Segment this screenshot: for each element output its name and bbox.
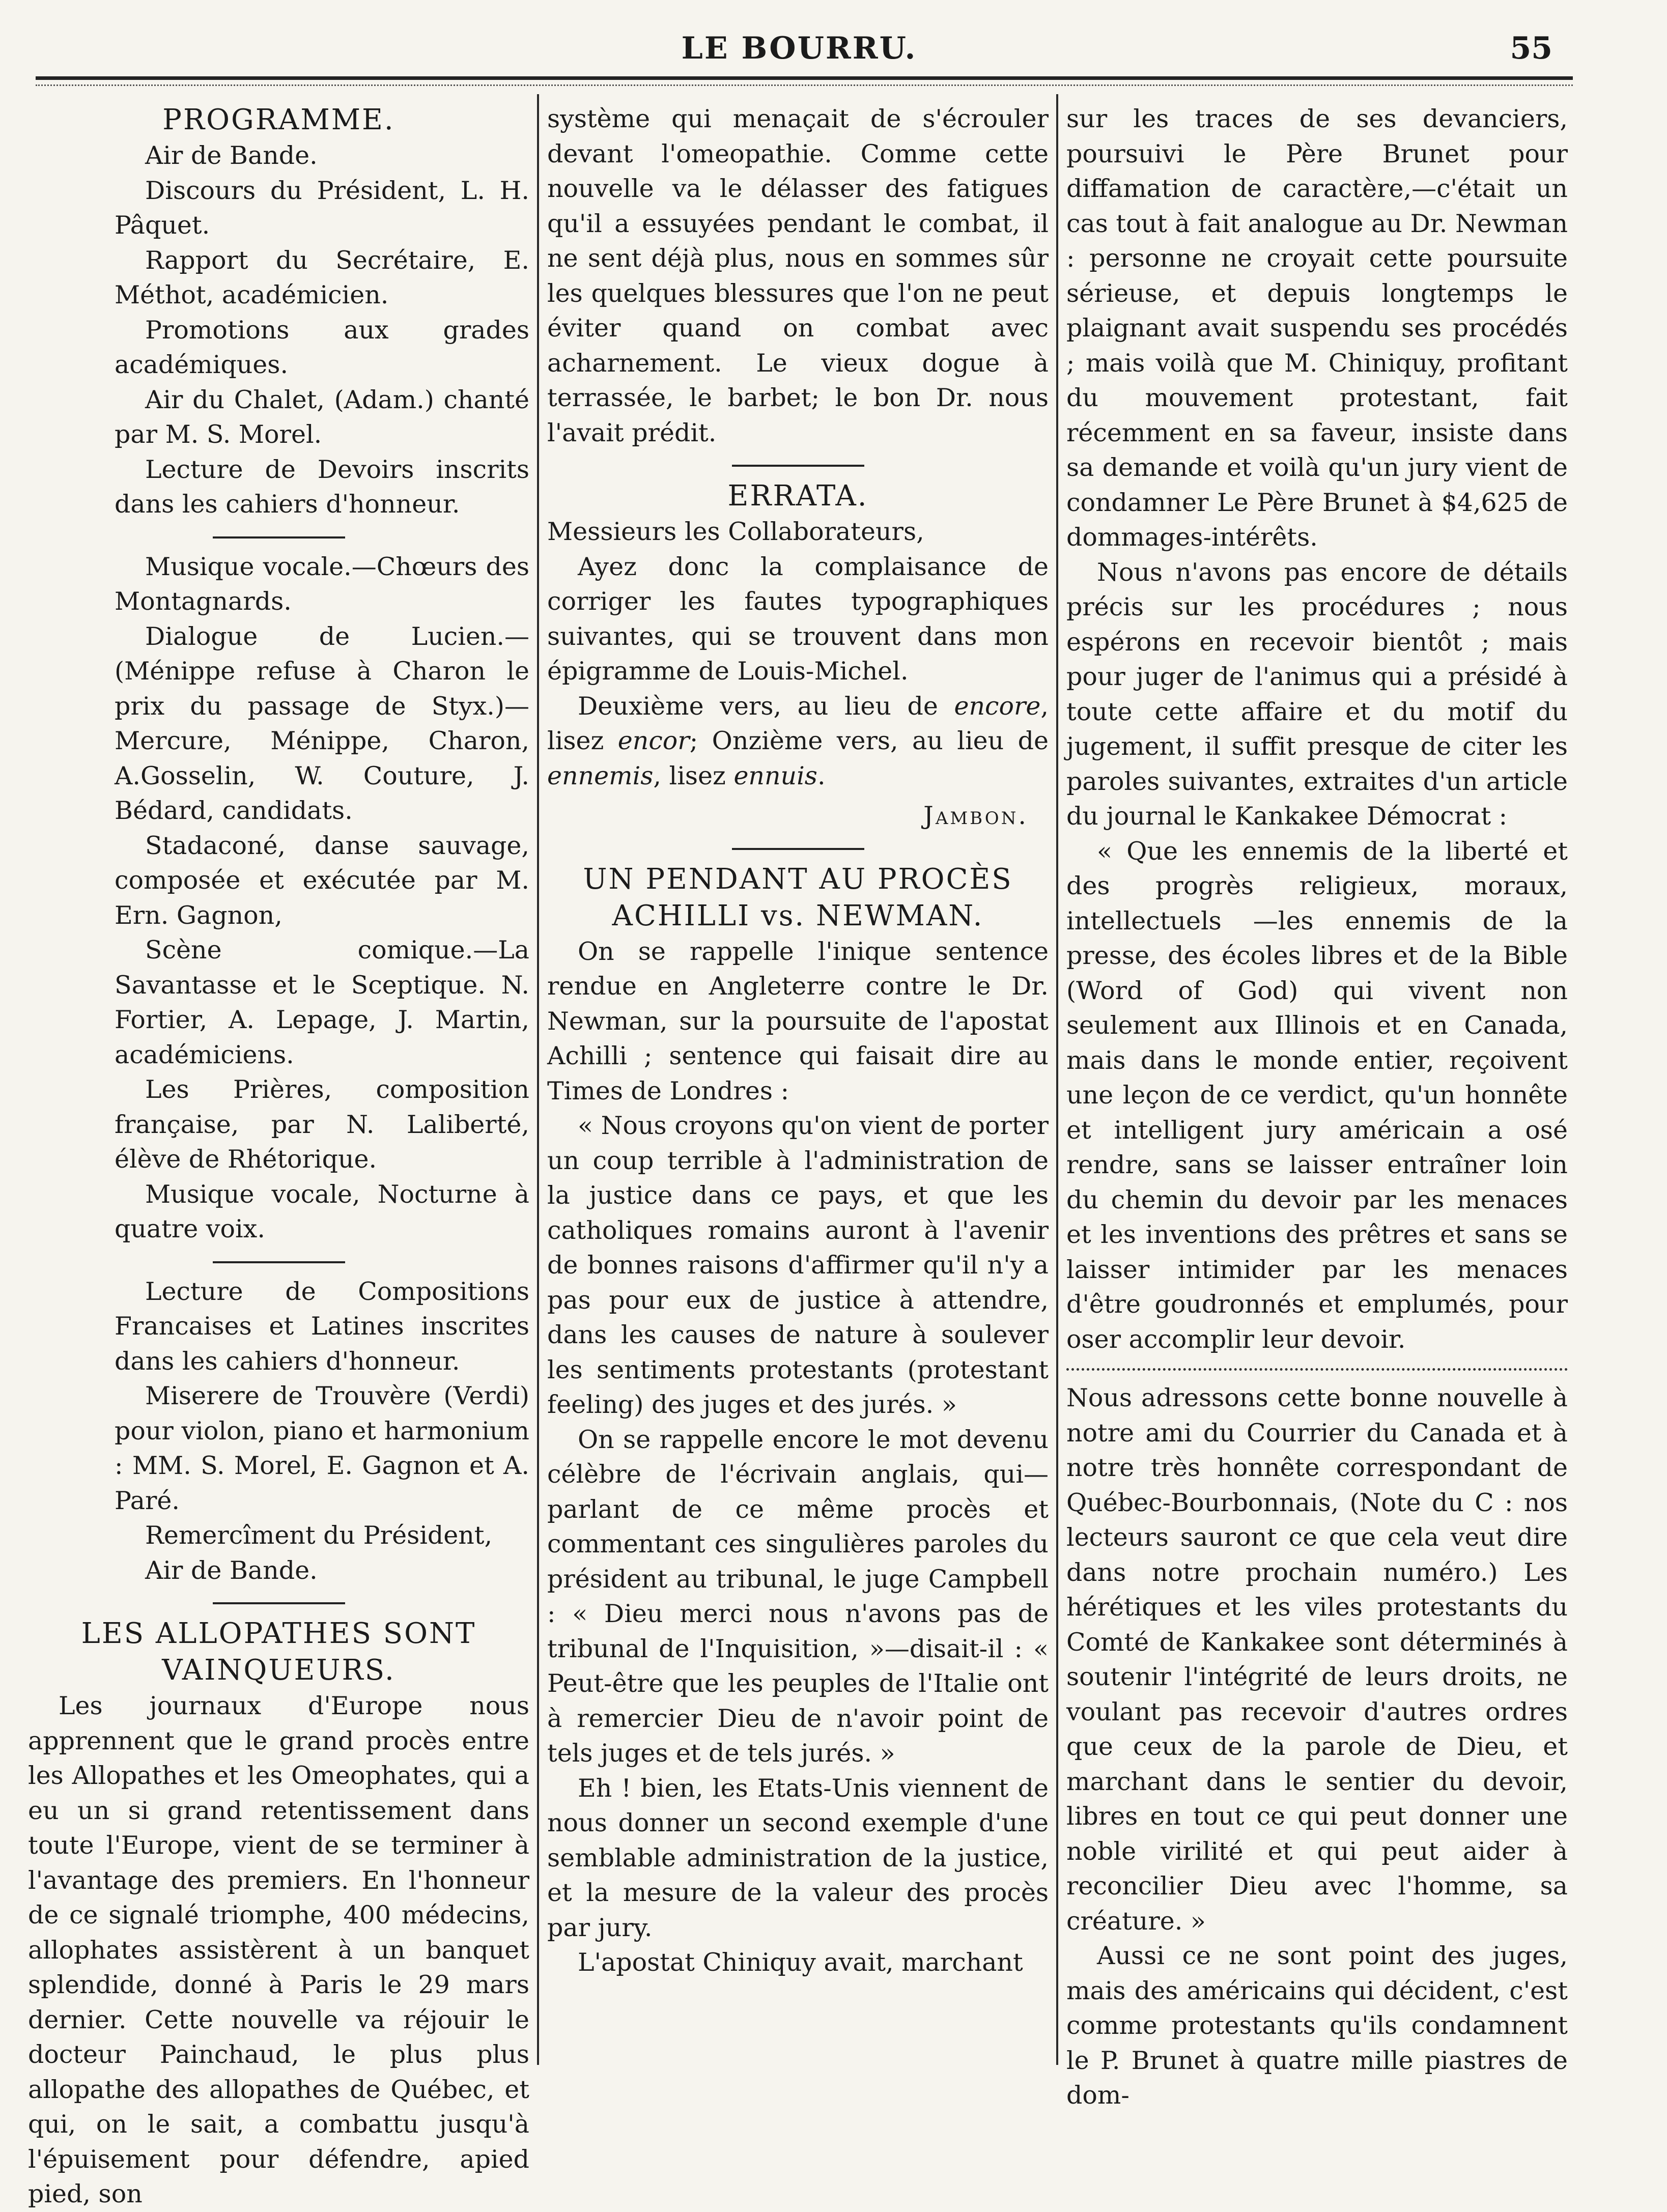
column-divider xyxy=(1056,94,1058,2065)
programme-item: Les Prières, composition française, par N. Laliberté, élève de Rhétorique. xyxy=(115,1075,529,1174)
article-paragraph: système qui menaçait de s'écrouler devant l'omeopathie. Comme cette nouvelle va le délasser des fatigues qu'il a essuyées pendant le combat, il ne sent déjà plus, nous en sommes sûr les quelques blessures que l'on ne peut éviter quand on combat avec acharnement. Le vieux dogue à terrassée, le barbet; le bon Dr. nous l'avait prédit. xyxy=(547,104,1049,447)
programme-item: Stadaconé, danse sauvage, composée et exécutée par M. Ern. Gagnon, xyxy=(115,831,529,930)
programme-item: Remercîment du Président, xyxy=(145,1521,493,1550)
programme-item: Lecture de Compositions Francaises et Latines inscrites dans les cahiers d'honneur. xyxy=(115,1277,529,1376)
programme-item: Promotions aux grades académiques. xyxy=(115,315,529,379)
programme-item: Musique vocale, Nocturne à quatre voix. xyxy=(115,1179,529,1243)
errata-text: ; Onzième vers, au lieu de xyxy=(689,726,1049,755)
errata-text: Deuxième vers, au lieu de xyxy=(578,691,954,721)
column-3 xyxy=(1066,102,1568,2110)
errata-title: ERRATA. xyxy=(727,479,868,513)
programme-item: Scène comique.—La Savantasse et le Sceptique. N. Fortier, A. Lepage, J. Martin, académiciens. xyxy=(115,935,529,1069)
errata-word: encor xyxy=(617,726,690,755)
programme-item: Discours du Président, L. H. Pâquet. xyxy=(115,176,529,240)
page-header xyxy=(36,20,1563,76)
programme-item: Air de Bande. xyxy=(145,141,318,170)
column-divider xyxy=(537,94,539,2065)
page-number: 55 xyxy=(1510,31,1552,66)
errata-paragraph: Ayez donc la complaisance de corriger les fautes typographiques suivantes, qui se trouvent dans mon épigramme de Louis-Michel. xyxy=(547,552,1049,686)
running-title: LE BOURRU. xyxy=(681,31,917,66)
errata-text: , lisez xyxy=(547,691,1049,755)
article-paragraph: sur les traces de ses devanciers, poursuivi le Père Brunet pour diffamation de caractère,—c'était un cas tout à fait analogue au Dr. Newman : personne ne croyait cette poursuite sérieuse, et depuis longtemps le plaignant avait suspendu ses procédés ; mais voilà que M. Chiniquy, profitant du mouvement protestant, fait récemment en sa faveur, insiste dans sa demande et voilà qu'un jury vient de condamner Le Père Brunet à $4,625 de dommages-intérêts. xyxy=(1066,104,1568,552)
programme-item: Musique vocale.—Chœurs des Montagnards. xyxy=(115,552,529,616)
programme-item: Dialogue de Lucien.—(Ménippe refuse à Charon le prix du passage de Styx.)—Mercure, Ménippe, Charon, A.Gosselin, W. Couture, J. Bédard, candidats. xyxy=(115,621,529,825)
article-paragraph: On se rappelle encore le mot devenu célèbre de l'écrivain anglais, qui—parlant de ce même procès et commentant ces singulières paroles du président au tribunal, le juge Campbell : « Dieu merci nous n'avons pas de tribunal de l'Inquisition, »—disait-il : « Peut-être que les peuples de l'Italie ont à remercier Dieu de n'avoir point de tels juges et de tels jurés. » xyxy=(547,1425,1049,1768)
programme-item: Rapport du Secrétaire, E. Méthot, académicien. xyxy=(115,245,529,309)
column-1 xyxy=(28,102,529,2208)
header-dotted-rule xyxy=(36,84,1573,86)
programme-item: Air de Bande. xyxy=(145,1555,318,1585)
article-title: LES ALLOPATHES SONT VAINQUEURS. xyxy=(81,1617,476,1687)
errata-signature: Jambon. xyxy=(923,801,1028,830)
header-rule xyxy=(36,76,1573,80)
errata-salutation: Messieurs les Collaborateurs, xyxy=(547,517,924,546)
article-title: UN PENDANT AU PROCÈS ACHILLI vs. NEWMAN. xyxy=(583,862,1013,932)
dotted-separator xyxy=(1066,1368,1568,1371)
article-quote: « Que les ennemis de la liberté et des progrès religieux, moraux, intellectuels —les ennemis de la presse, des écoles libres et de la Bible (Word of God) qui vivent non seulement aux Illinois et en Canada, mais dans le monde entier, reçoivent une leçon de ce verdict, qu'un honnête et intelligent jury américain a osé rendre, sans se laisser entraîner loin du chemin du devoir par les menaces et les inventions des prêtres et sans se laisser intimider par les menaces d'être goudronnés et emplumés, pour oser accomplir leur devoir. xyxy=(1066,836,1568,1354)
programme-item: Air du Chalet, (Adam.) chanté par M. S. Morel. xyxy=(115,385,529,449)
errata-text: . xyxy=(817,761,826,790)
section-rule xyxy=(732,465,864,467)
programme-item: Miserere de Trouvère (Verdi) pour violon, piano et harmonium : MM. S. Morel, E. Gagnon et A. Paré. xyxy=(115,1381,529,1515)
article-paragraph: L'apostat Chiniquy avait, marchant xyxy=(578,1948,1023,1977)
article-paragraph: « Nous croyons qu'on vient de porter un coup terrible à l'administration de la justice dans ce pays, et que les catholiques romains auront à l'avenir de bonnes raisons d'affirmer qu'il n'y a pas pour eux de justice à attendre, dans les causes de nature à soulever les sentiments protestants (protestant feeling) des juges et des jurés. » xyxy=(547,1111,1049,1419)
errata-word: ennuis xyxy=(733,761,817,790)
errata-text: , lisez xyxy=(653,761,734,790)
section-rule xyxy=(213,1602,345,1604)
article-paragraph: Aussi ce ne sont point des juges, mais des américains qui décident, c'est comme protestants qu'ils condamnent le P. Brunet à quatre mille piastres de dom- xyxy=(1066,1941,1568,2110)
article-paragraph: On se rappelle l'inique sentence rendue en Angleterre contre le Dr. Newman, sur la poursuite de l'apostat Achilli ; sentence qui faisait dire au Times de Londres : xyxy=(547,937,1049,1105)
section-rule xyxy=(213,536,345,538)
programme-title: PROGRAMME. xyxy=(162,103,395,136)
errata-paragraph xyxy=(547,689,1049,794)
errata-word: encore xyxy=(954,691,1041,721)
article-paragraph: Nous adressons cette bonne nouvelle à notre ami du Courrier du Canada et à notre très honnête correspondant de Québec-Bourbonnais, (Note du C : nos lecteurs sauront ce que cela veut dire dans notre prochain numéro.) Les hérétiques et les viles protestants du Comté de Kankakee sont déterminés à soutenir l'intégrité de leurs droits, ne voulant pas recevoir d'autres ordres que ceux de la parole de Dieu, et marchant dans le sentier du devoir, libres en tout ce qui peut donner une noble virilité et qui peut aider à reconcilier Dieu avec l'homme, sa créature. » xyxy=(1066,1383,1568,1936)
errata-word: ennemis xyxy=(547,761,654,790)
column-2 xyxy=(547,102,1049,2070)
article-paragraph: Les journaux d'Europe nous apprennent que le grand procès entre les Allopathes et les Omeophates, qui a eu un si grand retentissement dans toute l'Europe, vient de se terminer à l'avantage des premiers. En l'honneur de ce signalé triomphe, 400 médecins, allophates assistèrent à un banquet splendide, donné à Paris le 29 mars dernier. Cette nouvelle va réjouir le docteur Painchaud, le plus plus allopathe des allopathes de Québec, et qui, on le sait, a combattu jusqu'à l'épuisement pour défendre, apied pied, son xyxy=(28,1691,529,2208)
programme-item: Lecture de Devoirs inscrits dans les cahiers d'honneur. xyxy=(115,455,529,519)
section-rule xyxy=(213,1261,345,1263)
section-rule xyxy=(732,848,864,850)
article-paragraph: Nous n'avons pas encore de détails précis sur les procédures ; nous espérons en recevoir bientôt ; mais pour juger de l'animus qui a présidé à toute cette affaire et du motif du jugement, il suffit presque de citer les paroles suivantes, extraites d'un article du journal le Kankakee Démocrat : xyxy=(1066,557,1568,831)
article-paragraph: Eh ! bien, les Etats-Unis viennent de nous donner un second exemple d'une semblable administration de la justice, et la mesure de la valeur des procès par jury. xyxy=(547,1773,1049,1942)
